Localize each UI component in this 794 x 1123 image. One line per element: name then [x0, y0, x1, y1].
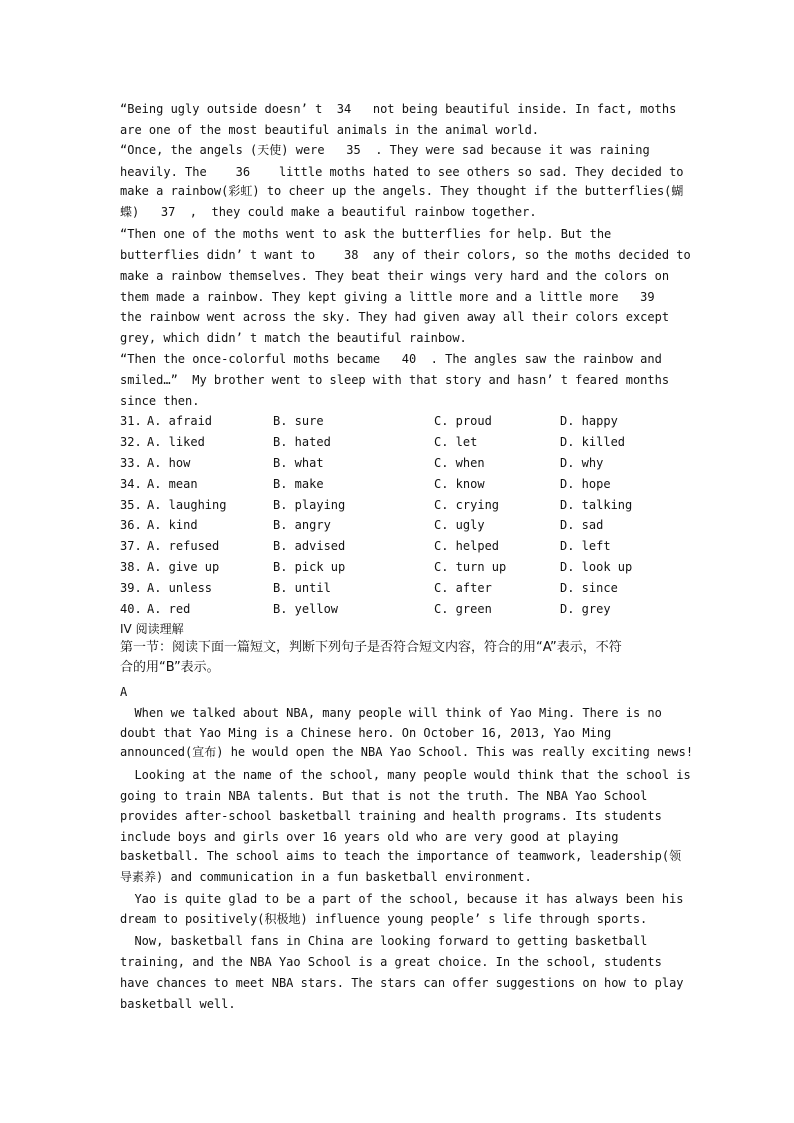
option-b: B. yellow	[273, 602, 339, 616]
question-number: 34.	[120, 477, 142, 491]
option-a: A. red	[147, 602, 191, 616]
passage-line: 导素养) and communication in a fun basketball environment.	[120, 870, 532, 884]
option-d: D. left	[560, 539, 611, 553]
question-number: 37.	[120, 539, 142, 553]
cloze-line: them made a rainbow. They kept giving a little more and a little more 39	[120, 290, 655, 304]
option-a: A. unless	[147, 581, 213, 595]
option-c: C. let	[434, 435, 478, 449]
cloze-line: make a rainbow themselves. They beat their wings very hard and the colors on	[120, 269, 670, 283]
option-d: D. since	[560, 581, 618, 595]
question-number: 39.	[120, 581, 142, 595]
cloze-line: smiled…” My brother went to sleep with that story and hasn’ t feared months	[120, 373, 670, 387]
passage-line: have chances to meet NBA stars. The stars can offer suggestions on how to play	[120, 976, 684, 990]
cloze-line: the rainbow went across the sky. They had given away all their colors except	[120, 310, 670, 324]
option-d: D. look up	[560, 560, 633, 574]
cloze-line: butterflies didn’ t want to 38 any of their colors, so the moths decided to	[120, 248, 691, 262]
passage-line: When we talked about NBA, many people will think of Yao Ming. There is no	[120, 706, 662, 720]
option-b: B. angry	[273, 518, 331, 532]
option-b: B. playing	[273, 498, 346, 512]
cloze-line: “Then the once-colorful moths became 40 . The angles saw the rainbow and	[120, 352, 662, 366]
passage-label: A	[120, 685, 128, 699]
option-a: A. how	[147, 456, 191, 470]
option-b: B. make	[273, 477, 324, 491]
passage-line: provides after-school basketball training and health programs. Its students	[120, 809, 662, 823]
option-d: D. hope	[560, 477, 611, 491]
instruction-line: 第一节：阅读下面一篇短文，判断下列句子是否符合短文内容，符合的用“A”表示，不符	[120, 640, 622, 655]
passage-line: Now, basketball fans in China are looking forward to getting basketball	[120, 934, 648, 948]
option-d: D. grey	[560, 602, 611, 616]
option-a: A. kind	[147, 518, 198, 532]
passage-line: Yao is quite glad to be a part of the school, because it has always been his	[120, 892, 684, 906]
option-b: B. sure	[273, 414, 324, 428]
option-c: C. know	[434, 477, 485, 491]
section-title: IV 阅读理解	[120, 622, 184, 636]
question-number: 38.	[120, 560, 142, 574]
question-number: 32.	[120, 435, 142, 449]
cloze-line: “Then one of the moths went to ask the butterflies for help. But the	[120, 227, 612, 241]
option-b: B. what	[273, 456, 324, 470]
option-c: C. ugly	[434, 518, 485, 532]
passage-line: Looking at the name of the school, many people would think that the school is	[120, 768, 691, 782]
option-c: C. helped	[434, 539, 500, 553]
option-b: B. advised	[273, 539, 346, 553]
passage-line: basketball well.	[120, 997, 236, 1011]
option-d: D. sad	[560, 518, 604, 532]
passage-line: basketball. The school aims to teach the importance of teamwork, leadership(领	[120, 849, 682, 863]
option-d: D. happy	[560, 414, 618, 428]
option-d: D. why	[560, 456, 604, 470]
passage-line: dream to positively(积极地) influence young people’ s life through sports.	[120, 912, 648, 926]
cloze-line: are one of the most beautiful animals in the animal world.	[120, 123, 540, 137]
cloze-line: “Being ugly outside doesn’ t 34 not being beautiful inside. In fact, moths	[120, 102, 677, 116]
option-c: C. after	[434, 581, 492, 595]
option-c: C. when	[434, 456, 485, 470]
option-a: A. afraid	[147, 414, 213, 428]
instruction-line: 合的用“B”表示。	[120, 660, 220, 675]
option-d: D. killed	[560, 435, 626, 449]
cloze-line: “Once, the angels (天使) were 35 . They were sad because it was raining	[120, 143, 650, 157]
option-b: B. hated	[273, 435, 331, 449]
question-number: 35.	[120, 498, 142, 512]
option-a: A. refused	[147, 539, 220, 553]
cloze-line: grey, which didn’ t match the beautiful rainbow.	[120, 331, 467, 345]
option-d: D. talking	[560, 498, 633, 512]
passage-line: going to train NBA talents. But that is not the truth. The NBA Yao School	[120, 789, 648, 803]
passage-line: training, and the NBA Yao School is a great choice. In the school, students	[120, 955, 662, 969]
option-b: B. pick up	[273, 560, 346, 574]
question-number: 33.	[120, 456, 142, 470]
cloze-line: make a rainbow(彩虹) to cheer up the angels. They thought if the butterflies(蝴	[120, 184, 684, 198]
passage-line: include boys and girls over 16 years old who are very good at playing	[120, 830, 619, 844]
option-c: C. green	[434, 602, 492, 616]
option-b: B. until	[273, 581, 331, 595]
passage-line: announced(宣布) he would open the NBA Yao School. This was really exciting news!	[120, 745, 694, 759]
option-c: C. turn up	[434, 560, 507, 574]
cloze-line: since then.	[120, 394, 200, 408]
cloze-line: 蝶) 37 , they could make a beautiful rainbow together.	[120, 205, 537, 219]
passage-line: doubt that Yao Ming is a Chinese hero. On October 16, 2013, Yao Ming	[120, 726, 612, 740]
question-number: 31.	[120, 414, 142, 428]
option-c: C. crying	[434, 498, 500, 512]
option-a: A. liked	[147, 435, 205, 449]
option-a: A. give up	[147, 560, 220, 574]
cloze-line: heavily. The 36 little moths hated to see others so sad. They decided to	[120, 165, 684, 179]
option-c: C. proud	[434, 414, 492, 428]
option-a: A. laughing	[147, 498, 227, 512]
option-a: A. mean	[147, 477, 198, 491]
question-number: 40.	[120, 602, 142, 616]
question-number: 36.	[120, 518, 142, 532]
